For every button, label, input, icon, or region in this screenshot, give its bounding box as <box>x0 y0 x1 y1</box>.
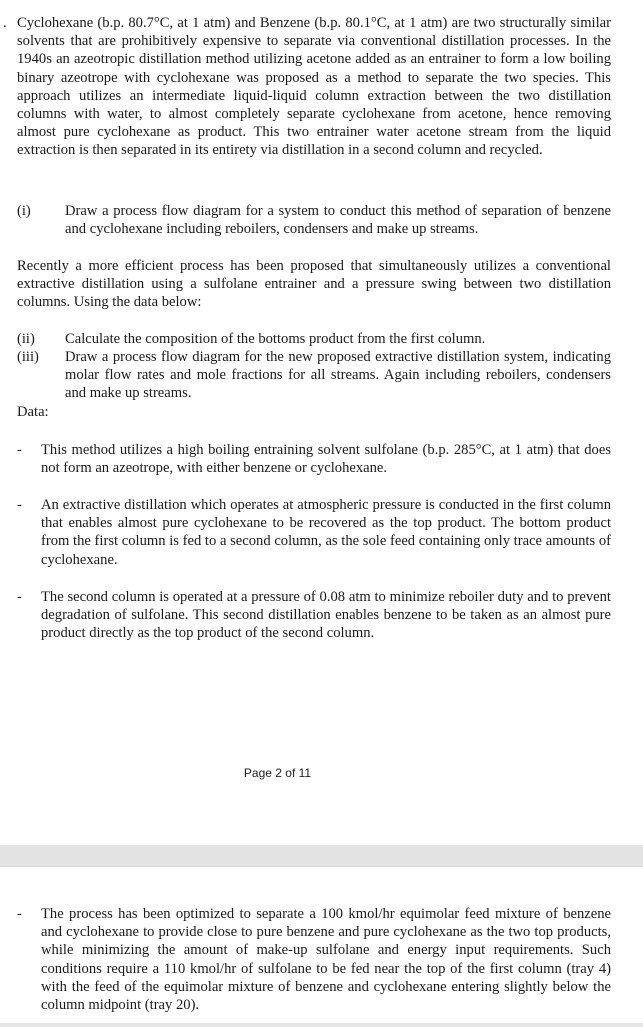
bullet-dash: - <box>17 906 22 922</box>
part-i-label: (i) <box>17 203 31 219</box>
part-i-text: Draw a process flow diagram for a system to conduct this method of separation of benzene and cyclohexane including reboilers, condensers and make up streams. <box>65 203 611 238</box>
part-i <box>17 202 611 238</box>
part-ii <box>17 330 611 348</box>
data-label: Data: <box>17 404 49 420</box>
page-3-sheet <box>0 867 643 1027</box>
data-bullet-4 <box>17 905 611 1014</box>
data-bullet-1-text: This method utilizes a high boiling entraining solvent sulfolane (b.p. 285°C, at 1 atm) that does not form an azeotrope, with either benzene or cyclohexane. <box>41 442 611 477</box>
question-intro-paragraph: Cyclohexane (b.p. 80.7°C, at 1 atm) and Benzene (b.p. 80.1°C, at 1 atm) are two structurally similar solvents that are prohibitively expensive to separate via conventional distillation processes. In the 1940s an azeotropic distillation method utilizing acetone added as an entrainer to form a low boiling binary azeotrope with cyclohexane was proposed as a method to separate the two species. This approach utilizes an intermediate liquid-liquid column extraction between the two distillation columns with water, to almost completely separate cyclohexane from acetone, hence removing almost pure cyclohexane as product. This two entrainer water acetone stream from the liquid extraction is then separated in its entirety via distillation in a second column and recycled. <box>17 15 611 159</box>
bullet-dash: - <box>17 497 22 513</box>
part-iii-label: (iii) <box>17 349 39 365</box>
part-ii-label: (ii) <box>17 331 35 347</box>
part-iii-text: Draw a process flow diagram for the new proposed extractive distillation system, indicating molar flow rates and mole fractions for all streams. Again including reboilers, condensers and make up streams. <box>65 349 611 402</box>
data-bullet-3 <box>17 588 611 643</box>
data-bullet-4-text: The process has been optimized to separate a 100 kmol/hr equimolar feed mixture of benzene and cyclohexane to provide close to pure benzene and pure cyclohexane as the two top products, while minimizing the amount of make-up sulfolane and energy input requirements. Such conditions require a 110 kmol/hr of sulfolane to be fed near the top of the first column (tray 4) with the feed of the equimolar mixture of benzene and cyclohexane entering slightly below the column midpoint (tray 20). <box>41 906 611 1014</box>
page-number: Page 2 of 11 <box>243 766 312 780</box>
recent-process-paragraph: Recently a more efficient process has been proposed that simultaneously utilizes a conventional extractive distillation using a sulfolane entrainer and a pressure swing between two distillation columns. Using the data below: <box>17 258 611 311</box>
page-separator <box>0 845 643 867</box>
question-number-marker: . <box>3 15 7 31</box>
bullet-dash: - <box>17 442 22 458</box>
part-iii <box>17 348 611 403</box>
bullet-dash: - <box>17 589 22 605</box>
page-bottom-edge <box>0 1023 643 1027</box>
data-bullet-1 <box>17 441 611 477</box>
data-bullet-3-text: The second column is operated at a pressure of 0.08 atm to minimize reboiler duty and to prevent degradation of sulfolane. This second distillation enables benzene to be taken as an almost pure product directly as the top product of the second column. <box>41 589 611 642</box>
data-bullet-2 <box>17 496 611 569</box>
part-ii-text: Calculate the composition of the bottoms product from the first column. <box>65 331 486 347</box>
data-bullet-2-text: An extractive distillation which operates at atmospheric pressure is conducted in the first column that enables almost pure cyclohexane to be recovered as the top product. The bottom product from the first column is fed to a second column, as the sole feed containing only trace amounts of cyclohexane. <box>41 497 611 568</box>
